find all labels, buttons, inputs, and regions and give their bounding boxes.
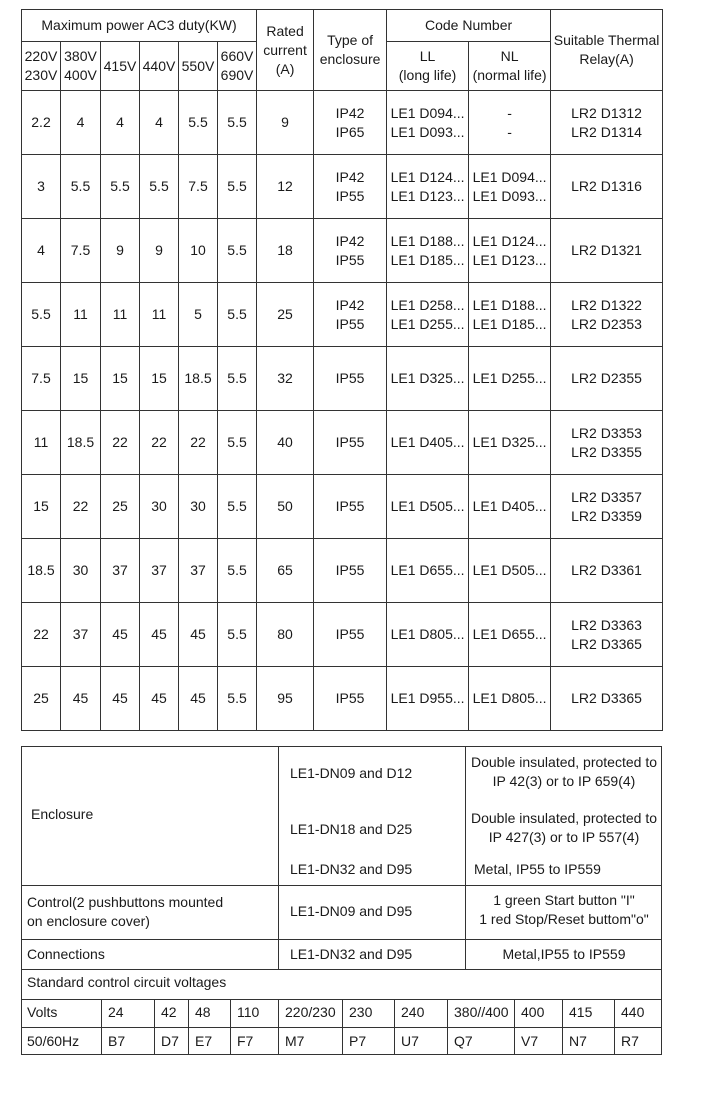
power-cell: 5.5 <box>218 603 257 667</box>
power-cell: 11 <box>22 411 61 475</box>
power-cell: 5 <box>179 283 218 347</box>
voltage-code: N7 <box>569 1033 587 1049</box>
voltage-code: P7 <box>349 1033 367 1049</box>
nl-code-cell: LE1 D505... <box>469 539 551 603</box>
power-cell: 45 <box>101 603 140 667</box>
enclosure-type-cell: IP55 <box>314 411 387 475</box>
rated-current-cell: 95 <box>257 667 314 731</box>
ll-code-cell: LE1 D505... <box>387 475 469 539</box>
power-cell: 15 <box>61 347 101 411</box>
power-cell: 5.5 <box>218 539 257 603</box>
power-cell: 3 <box>22 155 61 219</box>
enclosure-type-cell: IP42 IP55 <box>314 283 387 347</box>
power-cell: 15 <box>140 347 179 411</box>
power-cell: 5.5 <box>218 91 257 155</box>
table-row <box>22 155 663 219</box>
ll-code-cell: LE1 D325... <box>387 347 469 411</box>
enclosure-description: Double insulated, protected to IP 427(3) or to IP 557(4) <box>470 810 657 845</box>
enclosure-type-cell: IP55 <box>314 539 387 603</box>
ll-header: LL (long life) <box>387 42 469 91</box>
voltage-header: 550V <box>179 42 218 91</box>
voltage-code: R7 <box>621 1033 639 1049</box>
enclosure-type-header: Type of enclosure <box>314 10 387 91</box>
power-cell: 45 <box>61 667 101 731</box>
spec-table-body <box>22 91 663 731</box>
voltage-code: B7 <box>108 1033 126 1049</box>
power-cell: 45 <box>140 603 179 667</box>
volts-value: 110 <box>237 1004 260 1020</box>
control-label: Control(2 pushbuttons mounted on enclosure cover) <box>27 894 224 929</box>
voltages-title: Standard control circuit voltages <box>27 974 227 990</box>
power-cell: 37 <box>101 539 140 603</box>
enclosure-model: LE1-DN32 and D95 <box>290 861 413 877</box>
power-cell: 45 <box>179 603 218 667</box>
table-row <box>22 475 663 539</box>
enclosure-model: LE1-DN09 and D12 <box>290 765 413 781</box>
nl-code-cell: LE1 D255... <box>469 347 551 411</box>
enclosure-description: Double insulated, protected to IP 42(3) or to IP 659(4) <box>470 754 657 789</box>
power-cell: 37 <box>61 603 101 667</box>
power-cell: 7.5 <box>22 347 61 411</box>
table-row <box>22 411 663 475</box>
volts-value: 220/230 <box>285 1004 336 1020</box>
power-cell: 5.5 <box>218 219 257 283</box>
nl-code-cell: LE1 D805... <box>469 667 551 731</box>
power-cell: 7.5 <box>61 219 101 283</box>
power-cell: 10 <box>179 219 218 283</box>
power-cell: 11 <box>101 283 140 347</box>
ll-code-cell: LE1 D655... <box>387 539 469 603</box>
rated-current-cell: 40 <box>257 411 314 475</box>
nl-code-cell: - - <box>469 91 551 155</box>
power-cell: 2.2 <box>22 91 61 155</box>
volts-value: 42 <box>161 1004 177 1020</box>
power-cell: 5.5 <box>218 347 257 411</box>
ll-code-cell: LE1 D805... <box>387 603 469 667</box>
power-cell: 5.5 <box>22 283 61 347</box>
power-cell: 22 <box>101 411 140 475</box>
contactor-spec-table <box>21 9 663 731</box>
thermal-relay-cell: LR2 D3365 <box>551 667 663 731</box>
voltage-code: E7 <box>195 1033 213 1049</box>
nl-code-cell: LE1 D188... LE1 D185... <box>469 283 551 347</box>
volts-value: 380//400 <box>454 1004 509 1020</box>
power-cell: 37 <box>179 539 218 603</box>
enclosure-type-cell: IP55 <box>314 347 387 411</box>
thermal-relay-cell: LR2 D3353 LR2 D3355 <box>551 411 663 475</box>
nl-code-cell: LE1 D325... <box>469 411 551 475</box>
power-cell: 22 <box>22 603 61 667</box>
enclosure-type-cell: IP55 <box>314 475 387 539</box>
nl-code-cell: LE1 D655... <box>469 603 551 667</box>
power-cell: 22 <box>140 411 179 475</box>
power-cell: 5.5 <box>101 155 140 219</box>
power-cell: 5.5 <box>218 155 257 219</box>
table-row <box>22 603 663 667</box>
rated-current-cell: 80 <box>257 603 314 667</box>
thermal-relay-cell: LR2 D2355 <box>551 347 663 411</box>
volts-value: 415 <box>569 1004 593 1020</box>
power-cell: 30 <box>140 475 179 539</box>
nl-code-cell: LE1 D094... LE1 D093... <box>469 155 551 219</box>
code-number-header: Code Number <box>387 10 551 42</box>
power-cell: 5.5 <box>218 411 257 475</box>
thermal-relay-cell: LR2 D3357 LR2 D3359 <box>551 475 663 539</box>
power-cell: 45 <box>179 667 218 731</box>
enclosure-type-cell: IP42 IP55 <box>314 219 387 283</box>
rated-current-cell: 12 <box>257 155 314 219</box>
power-cell: 5.5 <box>218 283 257 347</box>
thermal-relay-cell: LR2 D1316 <box>551 155 663 219</box>
power-cell: 25 <box>101 475 140 539</box>
power-cell: 5.5 <box>140 155 179 219</box>
enclosure-model: LE1-DN18 and D25 <box>290 821 413 837</box>
enclosure-label: Enclosure <box>31 806 94 822</box>
voltage-code: D7 <box>161 1033 179 1049</box>
frequency-label: 50/60Hz <box>27 1033 80 1049</box>
power-cell: 25 <box>22 667 61 731</box>
table-row <box>22 283 663 347</box>
power-cell: 11 <box>140 283 179 347</box>
enclosure-info-table <box>21 746 662 1055</box>
rated-current-cell: 25 <box>257 283 314 347</box>
power-cell: 15 <box>101 347 140 411</box>
power-cell: 5.5 <box>179 91 218 155</box>
power-cell: 45 <box>140 667 179 731</box>
power-cell: 4 <box>61 91 101 155</box>
volts-value: 24 <box>108 1004 124 1020</box>
power-cell: 4 <box>140 91 179 155</box>
power-cell: 45 <box>101 667 140 731</box>
volts-value: 400 <box>521 1004 545 1020</box>
connections-label: Connections <box>27 946 105 962</box>
volts-value: 240 <box>401 1004 425 1020</box>
table-row <box>22 667 663 731</box>
rated-current-cell: 65 <box>257 539 314 603</box>
nl-code-cell: LE1 D405... <box>469 475 551 539</box>
rated-current-cell: 9 <box>257 91 314 155</box>
enclosure-type-cell: IP55 <box>314 603 387 667</box>
table-row <box>22 219 663 283</box>
table-row <box>22 347 663 411</box>
power-cell: 9 <box>101 219 140 283</box>
volts-value: 48 <box>195 1004 211 1020</box>
enclosure-type-cell: IP55 <box>314 667 387 731</box>
thermal-relay-cell: LR2 D3361 <box>551 539 663 603</box>
nl-code-cell: LE1 D124... LE1 D123... <box>469 219 551 283</box>
enclosure-type-cell: IP42 IP55 <box>314 155 387 219</box>
thermal-relay-cell: LR2 D1312 LR2 D1314 <box>551 91 663 155</box>
voltage-header: 440V <box>140 42 179 91</box>
table-row <box>22 539 663 603</box>
voltage-header: 415V <box>101 42 140 91</box>
enclosure-type-cell: IP42 IP65 <box>314 91 387 155</box>
power-cell: 11 <box>61 283 101 347</box>
power-cell: 5.5 <box>218 667 257 731</box>
power-cell: 4 <box>101 91 140 155</box>
ll-code-cell: LE1 D258... LE1 D255... <box>387 283 469 347</box>
enclosure-description: Metal, IP55 to IP559 <box>474 861 601 877</box>
ll-code-cell: LE1 D094... LE1 D093... <box>387 91 469 155</box>
ll-code-cell: LE1 D124... LE1 D123... <box>387 155 469 219</box>
ll-code-cell: LE1 D955... <box>387 667 469 731</box>
power-cell: 18.5 <box>22 539 61 603</box>
power-cell: 7.5 <box>179 155 218 219</box>
power-cell: 4 <box>22 219 61 283</box>
nl-header: NL (normal life) <box>469 42 551 91</box>
voltage-header: 380V 400V <box>61 42 101 91</box>
thermal-relay-cell: LR2 D1321 <box>551 219 663 283</box>
voltage-code: M7 <box>285 1033 305 1049</box>
volts-value: 230 <box>349 1004 373 1020</box>
thermal-relay-cell: LR2 D3363 LR2 D3365 <box>551 603 663 667</box>
control-description: 1 green Start button "I" 1 red Stop/Reset buttom"o" <box>479 892 649 927</box>
power-cell: 9 <box>140 219 179 283</box>
ll-code-cell: LE1 D188... LE1 D185... <box>387 219 469 283</box>
power-cell: 18.5 <box>179 347 218 411</box>
power-cell: 30 <box>61 539 101 603</box>
thermal-relay-header: Suitable Thermal Relay(A) <box>551 10 663 91</box>
rated-current-header: Rated current (A) <box>257 10 314 91</box>
power-cell: 22 <box>179 411 218 475</box>
connections-description: Metal,IP55 to IP559 <box>502 946 626 962</box>
rated-current-cell: 18 <box>257 219 314 283</box>
connections-model: LE1-DN32 and D95 <box>290 946 413 962</box>
power-cell: 15 <box>22 475 61 539</box>
thermal-relay-cell: LR2 D1322 LR2 D2353 <box>551 283 663 347</box>
volts-value: 440 <box>621 1004 645 1020</box>
power-cell: 18.5 <box>61 411 101 475</box>
rated-current-cell: 50 <box>257 475 314 539</box>
power-cell: 5.5 <box>61 155 101 219</box>
voltage-header: 220V 230V <box>22 42 61 91</box>
voltage-header: 660V 690V <box>218 42 257 91</box>
control-model: LE1-DN09 and D95 <box>290 903 413 919</box>
power-cell: 37 <box>140 539 179 603</box>
power-cell: 30 <box>179 475 218 539</box>
voltage-code: U7 <box>401 1033 419 1049</box>
voltage-code: V7 <box>521 1033 539 1049</box>
power-cell: 5.5 <box>218 475 257 539</box>
table-row <box>22 91 663 155</box>
volts-label: Volts <box>27 1004 58 1020</box>
power-cell: 22 <box>61 475 101 539</box>
voltage-code: F7 <box>237 1033 254 1049</box>
voltage-code: Q7 <box>454 1033 473 1049</box>
ll-code-cell: LE1 D405... <box>387 411 469 475</box>
max-power-header: Maximum power AC3 duty(KW) <box>22 10 257 42</box>
rated-current-cell: 32 <box>257 347 314 411</box>
